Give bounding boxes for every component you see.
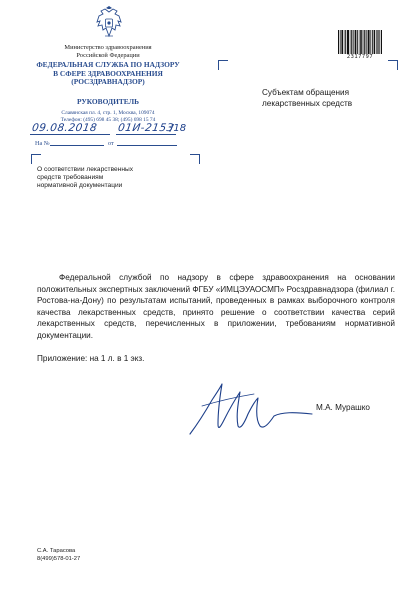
ministry-name [18,44,198,59]
head-title: РУКОВОДИТЕЛЬ [77,97,139,106]
recipient-block [262,88,392,109]
reference-date-line [117,139,177,146]
subject-corner-mark-left [31,154,41,164]
reference-number-line [50,139,104,146]
executor-phone: 8(499)578-01-27 [37,556,81,562]
subject-line-1: О соответствии лекарственных [37,166,133,173]
handwritten-signature [182,376,332,446]
letter-body-paragraph: Федеральной службой по надзору в сфере здравоохранения на основании положительных экспертных заключений ФГБУ «ИМЦЭУАОСМП» Росздравнадзора (филиал г. Ростова-на-Дону) по результатам испытаний, проведенных в рамках выборочного контроля качества лекарственных средств, принято решение о соответствии качества серий лекарственных средств, перечисленных в приложении, требованиям нормативной документации. [37,273,395,340]
service-line-2: В СФЕРЕ ЗДРАВООХРАНЕНИЯ [53,68,163,78]
ministry-line-2: Российской Федерации [76,51,140,59]
coat-of-arms-emblem [93,6,125,42]
subject-line-3: нормативной документации [37,182,123,190]
address-line-2: Телефон: (495) 698 45 38; (495) 698 15 74 [60,116,156,123]
signatory-name: М.А. Мурашко [316,403,370,412]
executor-name: С.А. Тарасова [37,548,76,554]
barcode-icon [338,30,382,54]
subject-line-2: средств требованиям [37,174,104,182]
address-line-1: Славянская пл. 4, стр. 1, Москва, 109074 [61,110,155,116]
handwritten-date: 09.08.2018 [31,122,98,134]
reference-number-label: На № [35,140,50,147]
subject-corner-mark-right [190,154,200,164]
ministry-line-1: Министерство здравоохранения [64,44,152,51]
attachment-note: Приложение: на 1 л. в 1 экз. [37,354,145,363]
handwritten-number-suffix: /18 [170,123,187,134]
service-name [18,61,198,87]
recipient-corner-mark-right [388,60,398,70]
barcode-number: 2317797 [346,54,374,60]
recipient-line-2: лекарственных средств [262,98,353,108]
letter-subject [37,166,197,191]
service-line-1: ФЕДЕРАЛЬНАЯ СЛУЖБА ПО НАДЗОРУ [36,60,180,69]
reference-date-label: от [108,140,114,147]
handwritten-number: 01И-2153 [117,122,175,134]
recipient-line-1: Субъектам обращения [262,88,350,97]
recipient-corner-mark-left [218,60,228,70]
service-line-3: (РОСЗДРАВНАДЗОР) [71,77,145,87]
